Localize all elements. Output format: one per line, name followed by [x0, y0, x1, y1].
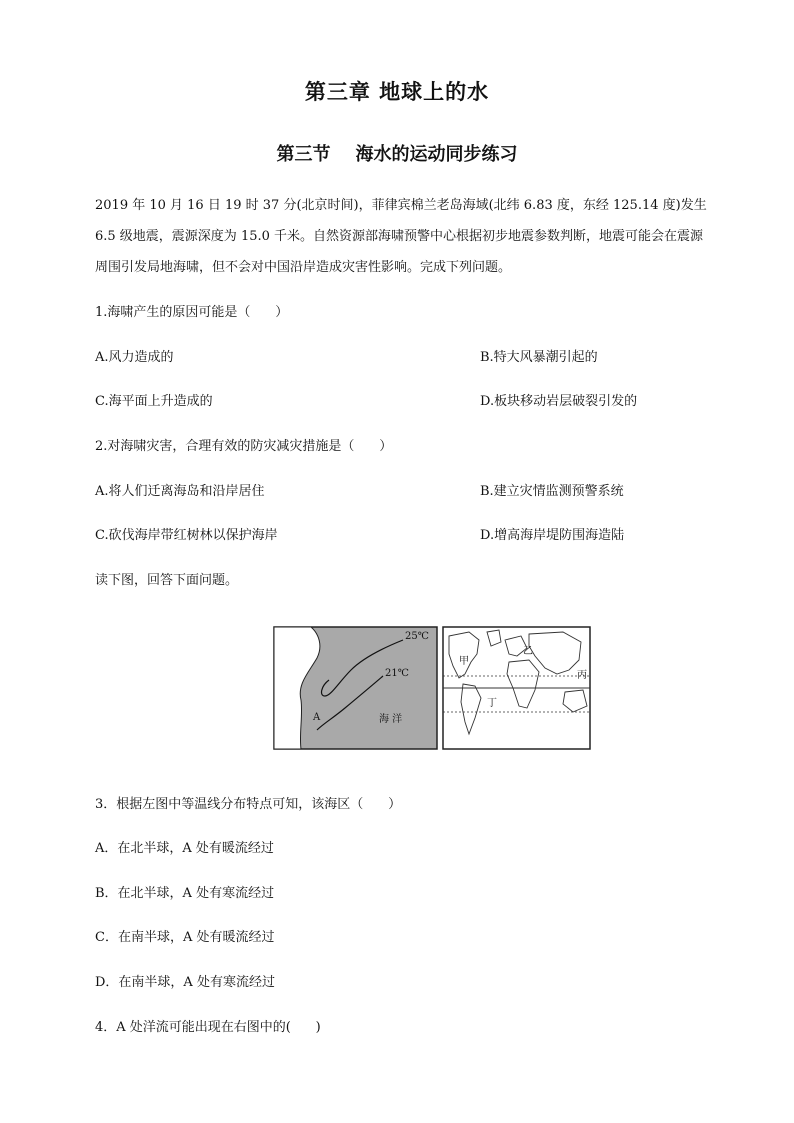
question-2-option-d: D.增高海岸堤防围海造陆 — [480, 528, 625, 543]
question-1-option-a: A.风力造成的 — [95, 350, 174, 365]
question-3-stem: 3．根据左图中等温线分布特点可知，该海区（ ） — [95, 797, 402, 812]
chapter-title: 第三章 地球上的水 — [304, 79, 490, 104]
label-ding: 丁 — [487, 698, 497, 709]
label-jia: 甲 — [459, 656, 469, 667]
question-1-option-c: C.海平面上升造成的 — [95, 394, 213, 409]
question-3-option-c: C．在南半球，A 处有暖流经过 — [95, 930, 275, 945]
question-2-option-c: C.砍伐海岸带红树林以保护海岸 — [95, 528, 278, 543]
read-figure-prompt: 读下图，回答下面问题。 — [95, 573, 239, 588]
isotherm-21-label: 21℃ — [385, 668, 409, 679]
ocean-label: 海 洋 — [379, 714, 403, 725]
world-map — [443, 627, 590, 749]
question-1-option-b: B.特大风暴潮引起的 — [480, 350, 598, 365]
section-title: 第三节 海水的运动同步练习 — [276, 144, 518, 165]
label-yi: 乙 — [523, 646, 533, 657]
question-2-stem: 2.对海啸灾害，合理有效的防灾减灾措施是（ ） — [95, 439, 393, 454]
question-4-stem: 4．A 处洋流可能出现在右图中的( ) — [95, 1020, 321, 1035]
question-3-option-a: A．在北半球，A 处有暖流经过 — [95, 841, 274, 856]
question-1-stem: 1.海啸产生的原因可能是（ ） — [95, 305, 289, 320]
label-bing: 丙 — [577, 670, 587, 681]
question-3-option-d: D．在南半球，A 处有寒流经过 — [95, 975, 275, 990]
question-2-option-b: B.建立灾情监测预警系统 — [480, 484, 624, 499]
map-figure — [273, 626, 591, 751]
isotherm-map — [274, 627, 437, 749]
question-2-option-a: A.将人们迁离海岛和沿岸居住 — [95, 484, 265, 499]
question-3-option-b: B．在北半球，A 处有寒流经过 — [95, 886, 275, 901]
question-1-option-d: D.板块移动岩层破裂引发的 — [480, 394, 638, 409]
point-a-label: A — [313, 712, 321, 723]
isotherm-25-label: 25℃ — [405, 631, 429, 642]
intro-paragraph: 2019 年 10 月 16 日 19 时 37 分(北京时间)，菲律宾棉兰老岛海域(北纬 6.83 度，东经 125.14 度)发生 6.5 级地震，震源深度为 15.0 千米。自然资源部海啸预警中心根据初步地震参数判断，地震可能会在震源周围引发局地海啸，但不会对中国沿岸造成灾害性影响。完成下列问题。 — [95, 198, 707, 275]
